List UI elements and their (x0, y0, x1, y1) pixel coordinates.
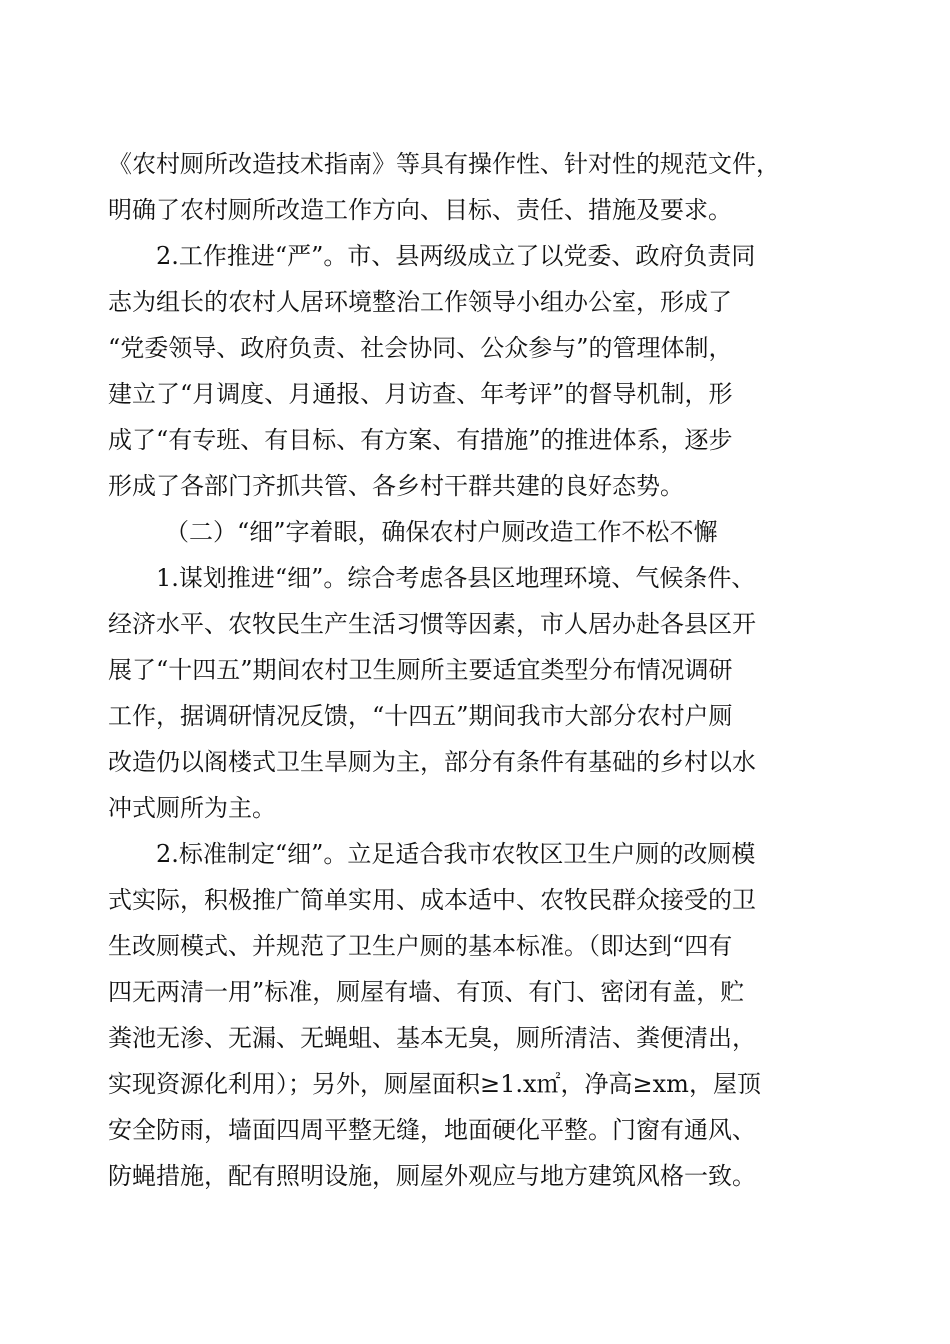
text-line-7-content: 成了“有专班、有目标、有方案、有措施”的推进体系，逐步 (108, 426, 733, 454)
text-line-2 (0, 186, 950, 234)
text-line-8-content: 形成了各部门齐抓共管、各乡村干群共建的良好态势。 (108, 472, 684, 500)
text-line-12-content: 展了“十四五”期间农村卫生厕所主要适宜类型分布情况调研 (108, 656, 733, 684)
text-line-11-content: 经济水平、农牧民生产生活习惯等因素，市人居办赴各县区开 (108, 610, 756, 638)
text-line-14-content: 改造仍以阁楼式卫生旱厕为主，部分有条件有基础的乡村以水 (108, 748, 756, 776)
text-line-8 (0, 462, 950, 510)
text-line-23 (0, 1152, 950, 1200)
text-line-11 (0, 600, 950, 648)
text-line-22-content: 安全防雨，墙面四周平整无缝，地面硬化平整。门窗有通风、 (108, 1116, 756, 1144)
text-line-18 (0, 922, 950, 970)
text-line-16 (0, 830, 950, 878)
text-line-18-content: 生改厕模式、并规范了卫生户厕的基本标准。（即达到“四有 (108, 932, 733, 960)
text-line-6 (0, 370, 950, 418)
text-line-17-content: 式实际，积极推广简单实用、成本适中、农牧民群众接受的卫 (108, 886, 756, 914)
text-line-4 (0, 278, 950, 326)
text-line-15-content: 冲式厕所为主。 (108, 794, 276, 822)
section-heading (0, 508, 950, 556)
text-line-23-content: 防蝇措施，配有照明设施，厕屋外观应与地方建筑风格一致。 (108, 1162, 756, 1190)
text-line-17 (0, 876, 950, 924)
text-line-16-content: 2.标准制定“细”。立足适合我市农牧区卫生户厕的改厕模 (156, 840, 756, 868)
text-line-3-content: 2.工作推进“严”。市、县两级成立了以党委、政府负责同 (156, 242, 756, 270)
text-line-10-content: 1.谋划推进“细”。综合考虑各县区地理环境、气候条件、 (156, 564, 756, 592)
text-line-7 (0, 416, 950, 464)
section-heading-content: （二）“细”字着眼，确保农村户厕改造工作不松不懈 (165, 518, 718, 546)
text-line-22 (0, 1106, 950, 1154)
text-line-6-content: 建立了“月调度、月通报、月访查、年考评”的督导机制，形 (108, 380, 733, 408)
text-line-20-content: 粪池无渗、无漏、无蝇蛆、基本无臭，厕所清洁、粪便清出， (108, 1024, 756, 1052)
text-line-1 (0, 140, 950, 188)
text-line-3 (0, 232, 950, 280)
text-line-2-content: 明确了农村厕所改造工作方向、目标、责任、措施及要求。 (108, 196, 732, 224)
text-line-12 (0, 646, 950, 694)
text-line-13-content: 工作，据调研情况反馈，“十四五”期间我市大部分农村户厕 (108, 702, 733, 730)
text-line-4-content: 志为组长的农村人居环境整治工作领导小组办公室，形成了 (108, 288, 732, 316)
text-line-20 (0, 1014, 950, 1062)
text-line-13 (0, 692, 950, 740)
text-line-21 (0, 1060, 950, 1108)
text-line-1-content: 《农村厕所改造技术指南》等具有操作性、针对性的规范文件， (108, 150, 780, 178)
text-line-5 (0, 324, 950, 372)
text-line-5-content: “党委领导、政府负责、社会协同、公众参与”的管理体制， (108, 334, 733, 362)
text-line-14 (0, 738, 950, 786)
text-line-19 (0, 968, 950, 1016)
text-line-15 (0, 784, 950, 832)
text-line-10 (0, 554, 950, 602)
text-line-19-content: 四无两清一用”标准，厕屋有墙、有顶、有门、密闭有盖，贮 (108, 978, 745, 1006)
text-line-21-content: 实现资源化利用）；另外，厕屋面积≥1.x㎡，净高≥xm，屋顶 (108, 1070, 761, 1098)
